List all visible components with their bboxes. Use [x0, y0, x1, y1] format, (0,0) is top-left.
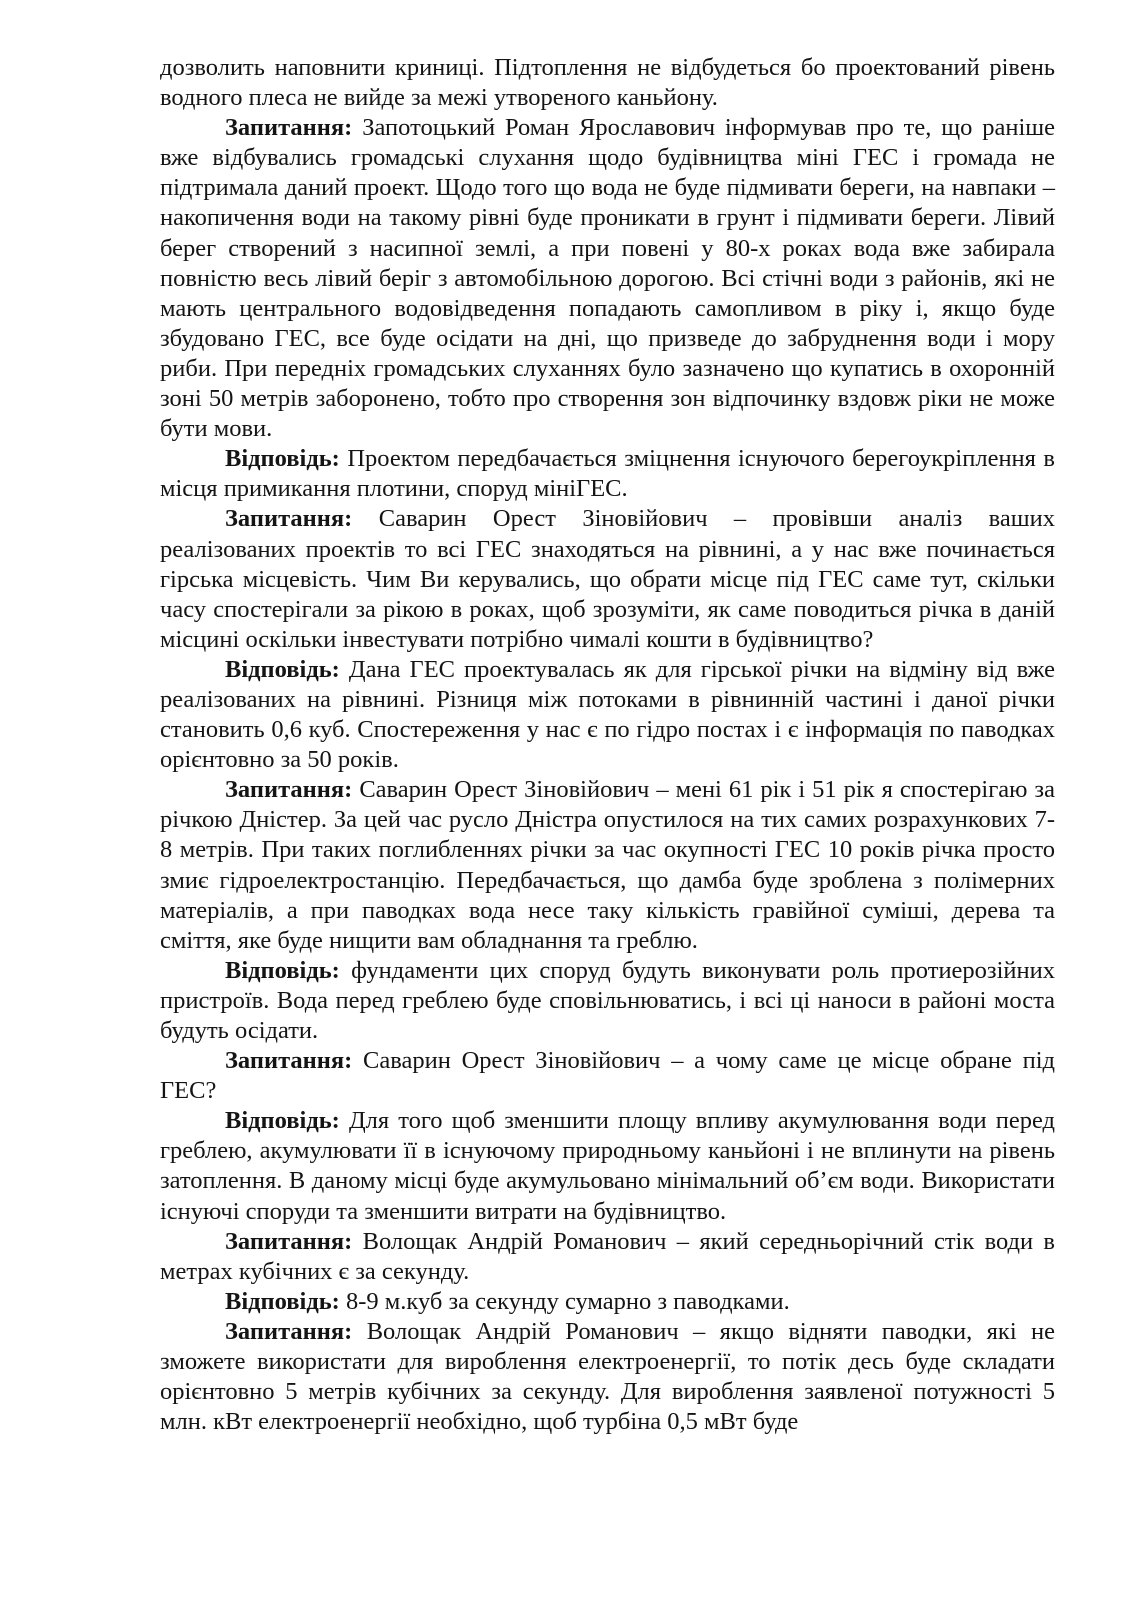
- answer-paragraph: [160, 655, 1055, 775]
- answer-text: Дана ГЕС проектувалась як для гірської річки на відміну від вже реалізованих на рівнині. Різниця між потоками в рівнинній частині і даної річки становить 0,6 куб. Спостереження у нас є по гідро постах і є інформація по паводках орієнтовно за 50 років.: [160, 655, 1056, 774]
- document-page: [160, 53, 1055, 1437]
- question-paragraph: [160, 113, 1055, 444]
- question-paragraph: [160, 1046, 1055, 1106]
- answer-text: Проектом передбачається зміцнення існуючого берегоукріплення в місця примикання плотини, споруд мініГЕС.: [160, 445, 1055, 503]
- question-text: Саварин Орест Зіновійович – провівши аналіз ваших реалізованих проектів то всі ГЕС знаходяться на рівнині, а у нас вже починається гірська місцевість. Чим Ви керувались, що обрати місце під ГЕС саме тут, скільки часу спостерігали за рікою в роках, щоб зрозуміти, як саме поводиться річка в даній місцині оскільки інвестувати потрібно чималі кошти в будівництво?: [160, 505, 1056, 653]
- question-label: Запитання:: [225, 1047, 353, 1075]
- answer-label: Відповідь:: [225, 1107, 340, 1135]
- question-label: Запитання:: [225, 1227, 353, 1255]
- question-paragraph: [160, 775, 1055, 956]
- question-label: Запитання:: [225, 1317, 353, 1345]
- answer-text: фундаменти цих споруд будуть виконувати роль протиерозійних пристроїв. Вода перед греблею буде сповільнюватись, і всі ці наноси в районі моста будуть осідати.: [160, 956, 1055, 1044]
- question-label: Запитання:: [225, 505, 353, 533]
- answer-label: Відповідь:: [225, 1287, 340, 1315]
- answer-paragraph: [160, 444, 1055, 504]
- question-text: Волощак Андрій Романович – якщо відняти паводки, які не зможете використати для вироблення електроенергії, то потік десь буде складати орієнтовно 5 метрів кубічних за секунду. Для вироблення заявленої потужності 5 млн. кВт електроенергії необхідно, щоб турбіна 0,5 мВт буде: [160, 1317, 1056, 1436]
- answer-paragraph: [160, 956, 1055, 1046]
- answer-label: Відповідь:: [225, 655, 340, 683]
- question-paragraph: [160, 1317, 1055, 1437]
- answer-text: Для того щоб зменшити площу впливу акумулювання води перед греблею, акумулювати її в існуючому природньому каньйоні і не вплинути на рівень затоплення. В даному місці буде акумульовано мінімальний об’єм води. Використати існуючі споруди та зменшити витрати на будівництво.: [160, 1107, 1055, 1225]
- question-text: Саварин Орест Зіновійович – а чому саме це місце обране під ГЕС?: [160, 1047, 1055, 1105]
- continuation-paragraph: дозволить наповнити криниці. Підтоплення не відбудеться бо проектований рівень водного плеса не вийде за межі утвореного каньйону.: [160, 54, 1055, 112]
- answer-label: Відповідь:: [225, 445, 340, 473]
- answer-text: 8-9 м.куб за секунду сумарно з паводками.: [345, 1287, 790, 1315]
- question-text: Волощак Андрій Романович – який середньорічний стік води в метрах кубічних є за секунду.: [160, 1227, 1055, 1285]
- question-paragraph: [160, 1227, 1055, 1287]
- answer-paragraph: [160, 1287, 1055, 1317]
- question-text: Саварин Орест Зіновійович – мені 61 рік і 51 рік я спостерігаю за річкою Дністер. За цей час русло Дністра опустилося на тих самих розрахункових 7-8 метрів. При таких поглибленнях річки за час окупності ГЕС 10 років річка просто змиє гідроелектростанцію. Передбачається, що дамба буде зроблена з полімерних матеріалів, а при паводках вода несе таку кількість гравійної суміші, дерева та сміття, яке буде нищити вам обладнання та греблю.: [160, 776, 1055, 954]
- question-paragraph: [160, 504, 1055, 654]
- answer-paragraph: [160, 1106, 1055, 1226]
- question-label: Запитання:: [225, 776, 353, 804]
- answer-label: Відповідь:: [225, 956, 340, 984]
- question-label: Запитання:: [225, 114, 353, 142]
- question-text: Запотоцький Роман Ярославович інформував про те, що раніше вже відбувались громадські слухання щодо будівництва міні ГЕС і громада не підтримала даний проект. Щодо того що вода не буде підмивати береги, на навпаки – накопичення води на такому рівні буде проникати в грунт і підмивати береги. Лівий берег створений з насипної землі, а при повені у 80-х роках вода вже забирала повністю весь лівий беріг з автомобільною дорогою. Всі стічні води з районів, які не мають центрального водовідведення попадають самопливом в ріку і, якщо буде збудовано ГЕС, все буде осідати на дні, що призведе до забруднення води і мору риби. При передніх громадських слуханнях було зазначено що купатись в охоронній зоні 50 метрів заборонено, тобто про створення зон відпочинку вздовж ріки не може бути мови.: [160, 114, 1055, 443]
